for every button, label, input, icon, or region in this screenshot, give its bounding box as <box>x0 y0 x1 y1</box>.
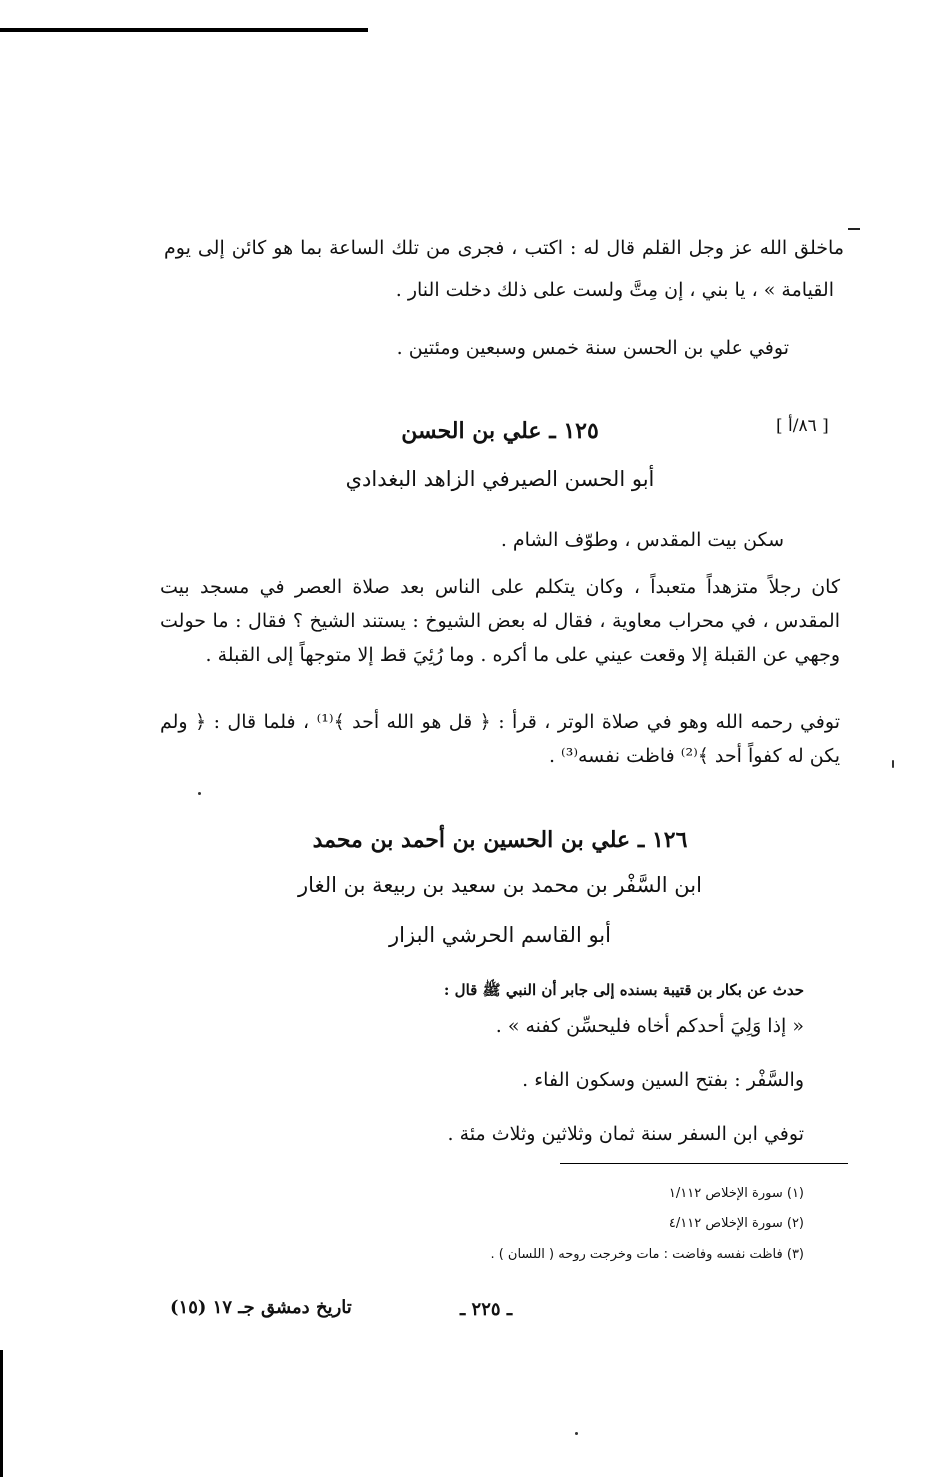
footnote: (٢) سورة الإخلاص ٤/١١٢ <box>668 1216 804 1231</box>
scan-edge-top <box>0 28 368 32</box>
book-reference: تاريخ دمشق جـ ١٧ (١٥) <box>170 1297 352 1318</box>
death-note: توفي علي بن الحسن سنة خمس وسبعين ومئتين . <box>396 337 789 359</box>
paragraph: والسَّفْر : بفتح السين وسكون الفاء . <box>522 1069 804 1091</box>
entry-subtitle: أبو الحسن الصيرفي الزاهد البغدادي <box>345 467 655 491</box>
text-line: ماخلق الله عز وجل القلم قال له : اكتب ، فجرى من تلك الساعة بما هو كائن إلى يوم <box>164 237 844 259</box>
text-line: القيامة » ، يا بني ، إن مِتَّ ولست على ذلك دخلت النار . <box>395 279 834 301</box>
footnote: (٣) فاظت نفسه وفاضت : مات وخرجت روحه ( اللسان ) . <box>490 1247 804 1262</box>
manuscript-folio-ref: [ ٨٦/أ ] <box>776 416 829 436</box>
entry-heading: ١٢٦ ـ علي بن الحسين بن أحمد بن محمد <box>312 827 688 853</box>
entry-heading: ١٢٥ ـ علي بن الحسن <box>401 418 599 444</box>
scan-speck <box>892 760 894 768</box>
isnad-line: حدث عن بكار بن قتيبة بسنده إلى جابر أن النبي ﷺ قال : <box>443 981 804 999</box>
footnote-separator <box>560 1163 848 1164</box>
entry-subtitle: أبو القاسم الحرشي البزار <box>389 923 611 947</box>
footnote: (١) سورة الإخلاص ١/١١٢ <box>668 1186 804 1201</box>
hadith-text: « إذا وَلِيَ أحدكم أخاه فليحسِّن كفنه » . <box>495 1015 804 1037</box>
page-number: ـ ٢٢٥ ـ <box>460 1299 513 1320</box>
scan-edge-left <box>0 1350 3 1477</box>
margin-dash <box>848 228 860 230</box>
paragraph: توفي رحمه الله وهو في صلاة الوتر ، قرأ : ﴿ قل هو الله أحد ﴾⁽¹⁾ ، فلما قال : ﴿ ولم يكن له كفواً أحد ﴾⁽²⁾ فاظت نفسه⁽³⁾ . <box>160 711 840 767</box>
entry-subtitle: ابن السَّفْر بن محمد بن سعيد بن ربيعة بن الغار <box>298 873 702 897</box>
paragraph: كان رجلاً متزهداً متعبداً ، وكان يتكلم على الناس بعد صلاة العصر في مسجد بيت المقدس ، في محراب معاوية ، فقال له بعض الشيوخ : يستند الشيخ ؟ فقال : ما حولت وجهي عن القبلة إلا وقعت عيني على ما أكره . وما رُئِيَ قط إلا متوجهاً إلى القبلة . <box>160 576 840 666</box>
death-note: توفي ابن السفر سنة ثمان وثلاثين وثلاث مئة . <box>447 1123 804 1145</box>
scan-speck <box>575 1432 578 1435</box>
scan-speck <box>198 792 201 795</box>
paragraph: سكن بيت المقدس ، وطوّف الشام . <box>500 529 784 551</box>
